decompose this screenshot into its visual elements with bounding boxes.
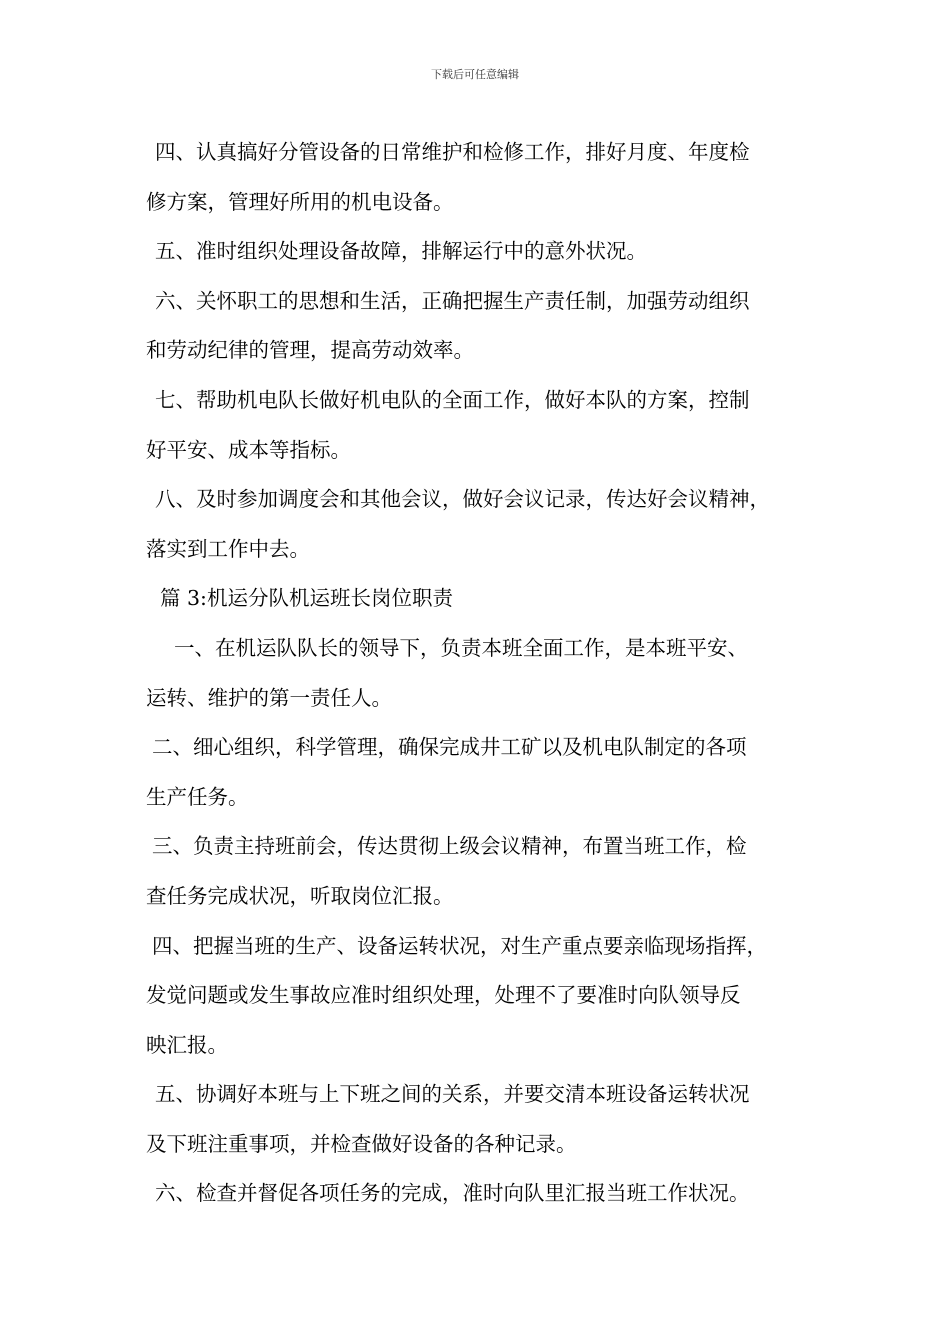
text-line: 六、检查并督促各项任务的完成，准时向队里汇报当班工作状况。 [155,1181,750,1206]
text-line: 修方案，管理好所用的机电设备。 [146,189,454,214]
paragraph [146,922,826,1071]
paragraph [146,1169,826,1219]
paragraph [146,128,826,227]
text-line: 和劳动纪律的管理，提高劳动效率。 [146,338,474,363]
text-line: 五、准时组织处理设备故障，排解运行中的意外状况。 [155,239,647,264]
text-line: 生产任务。 [146,784,249,809]
text-line: 八、及时参加调度会和其他会议，做好会议记录，传达好会议精神， [155,487,770,512]
paragraph [146,723,826,822]
paragraph [146,376,826,475]
text-line: 落实到工作中去。 [146,536,310,561]
paragraph [146,277,826,376]
paragraph [146,822,826,921]
text-line: 一、在机运队队长的领导下，负责本班全面工作，是本班平安、 [174,635,748,660]
text-line: 查任务完成状况，听取岗位汇报。 [146,883,454,908]
page-header: 下载后可任意编辑 [431,68,519,81]
document-body [146,128,826,1219]
text-line: 五、协调好本班与上下班之间的关系，并要交清本班设备运转状况 [155,1082,750,1107]
text-line: 好平安、成本等指标。 [146,437,351,462]
paragraph [146,1070,826,1169]
text-line: 四、把握当班的生产、设备运转状况，对生产重点要亲临现场指挥， [152,933,767,958]
text-line: 四、认真搞好分管设备的日常维护和检修工作，排好月度、年度检 [155,140,750,164]
text-line: 篇 3:机运分队机运班长岗位职责 [160,586,453,611]
text-line: 映汇报。 [146,1032,228,1057]
text-line: 二、细心组织，科学管理，确保完成井工矿以及机电队制定的各项 [152,735,747,760]
paragraph [146,624,826,723]
paragraph [146,227,826,277]
text-line: 发觉问题或发生事故应准时组织处理，处理不了要准时向队领导反 [146,983,741,1008]
paragraph [146,574,826,624]
text-line: 六、关怀职工的思想和生活，正确把握生产责任制，加强劳动组织 [155,288,750,313]
text-line: 七、帮助机电队长做好机电队的全面工作，做好本队的方案，控制 [155,387,750,412]
paragraph [146,475,826,574]
text-line: 及下班注重事项，并检查做好设备的各种记录。 [146,1131,577,1156]
text-line: 运转、维护的第一责任人。 [146,685,392,710]
text-line: 三、负责主持班前会，传达贯彻上级会议精神，布置当班工作，检 [152,834,747,859]
